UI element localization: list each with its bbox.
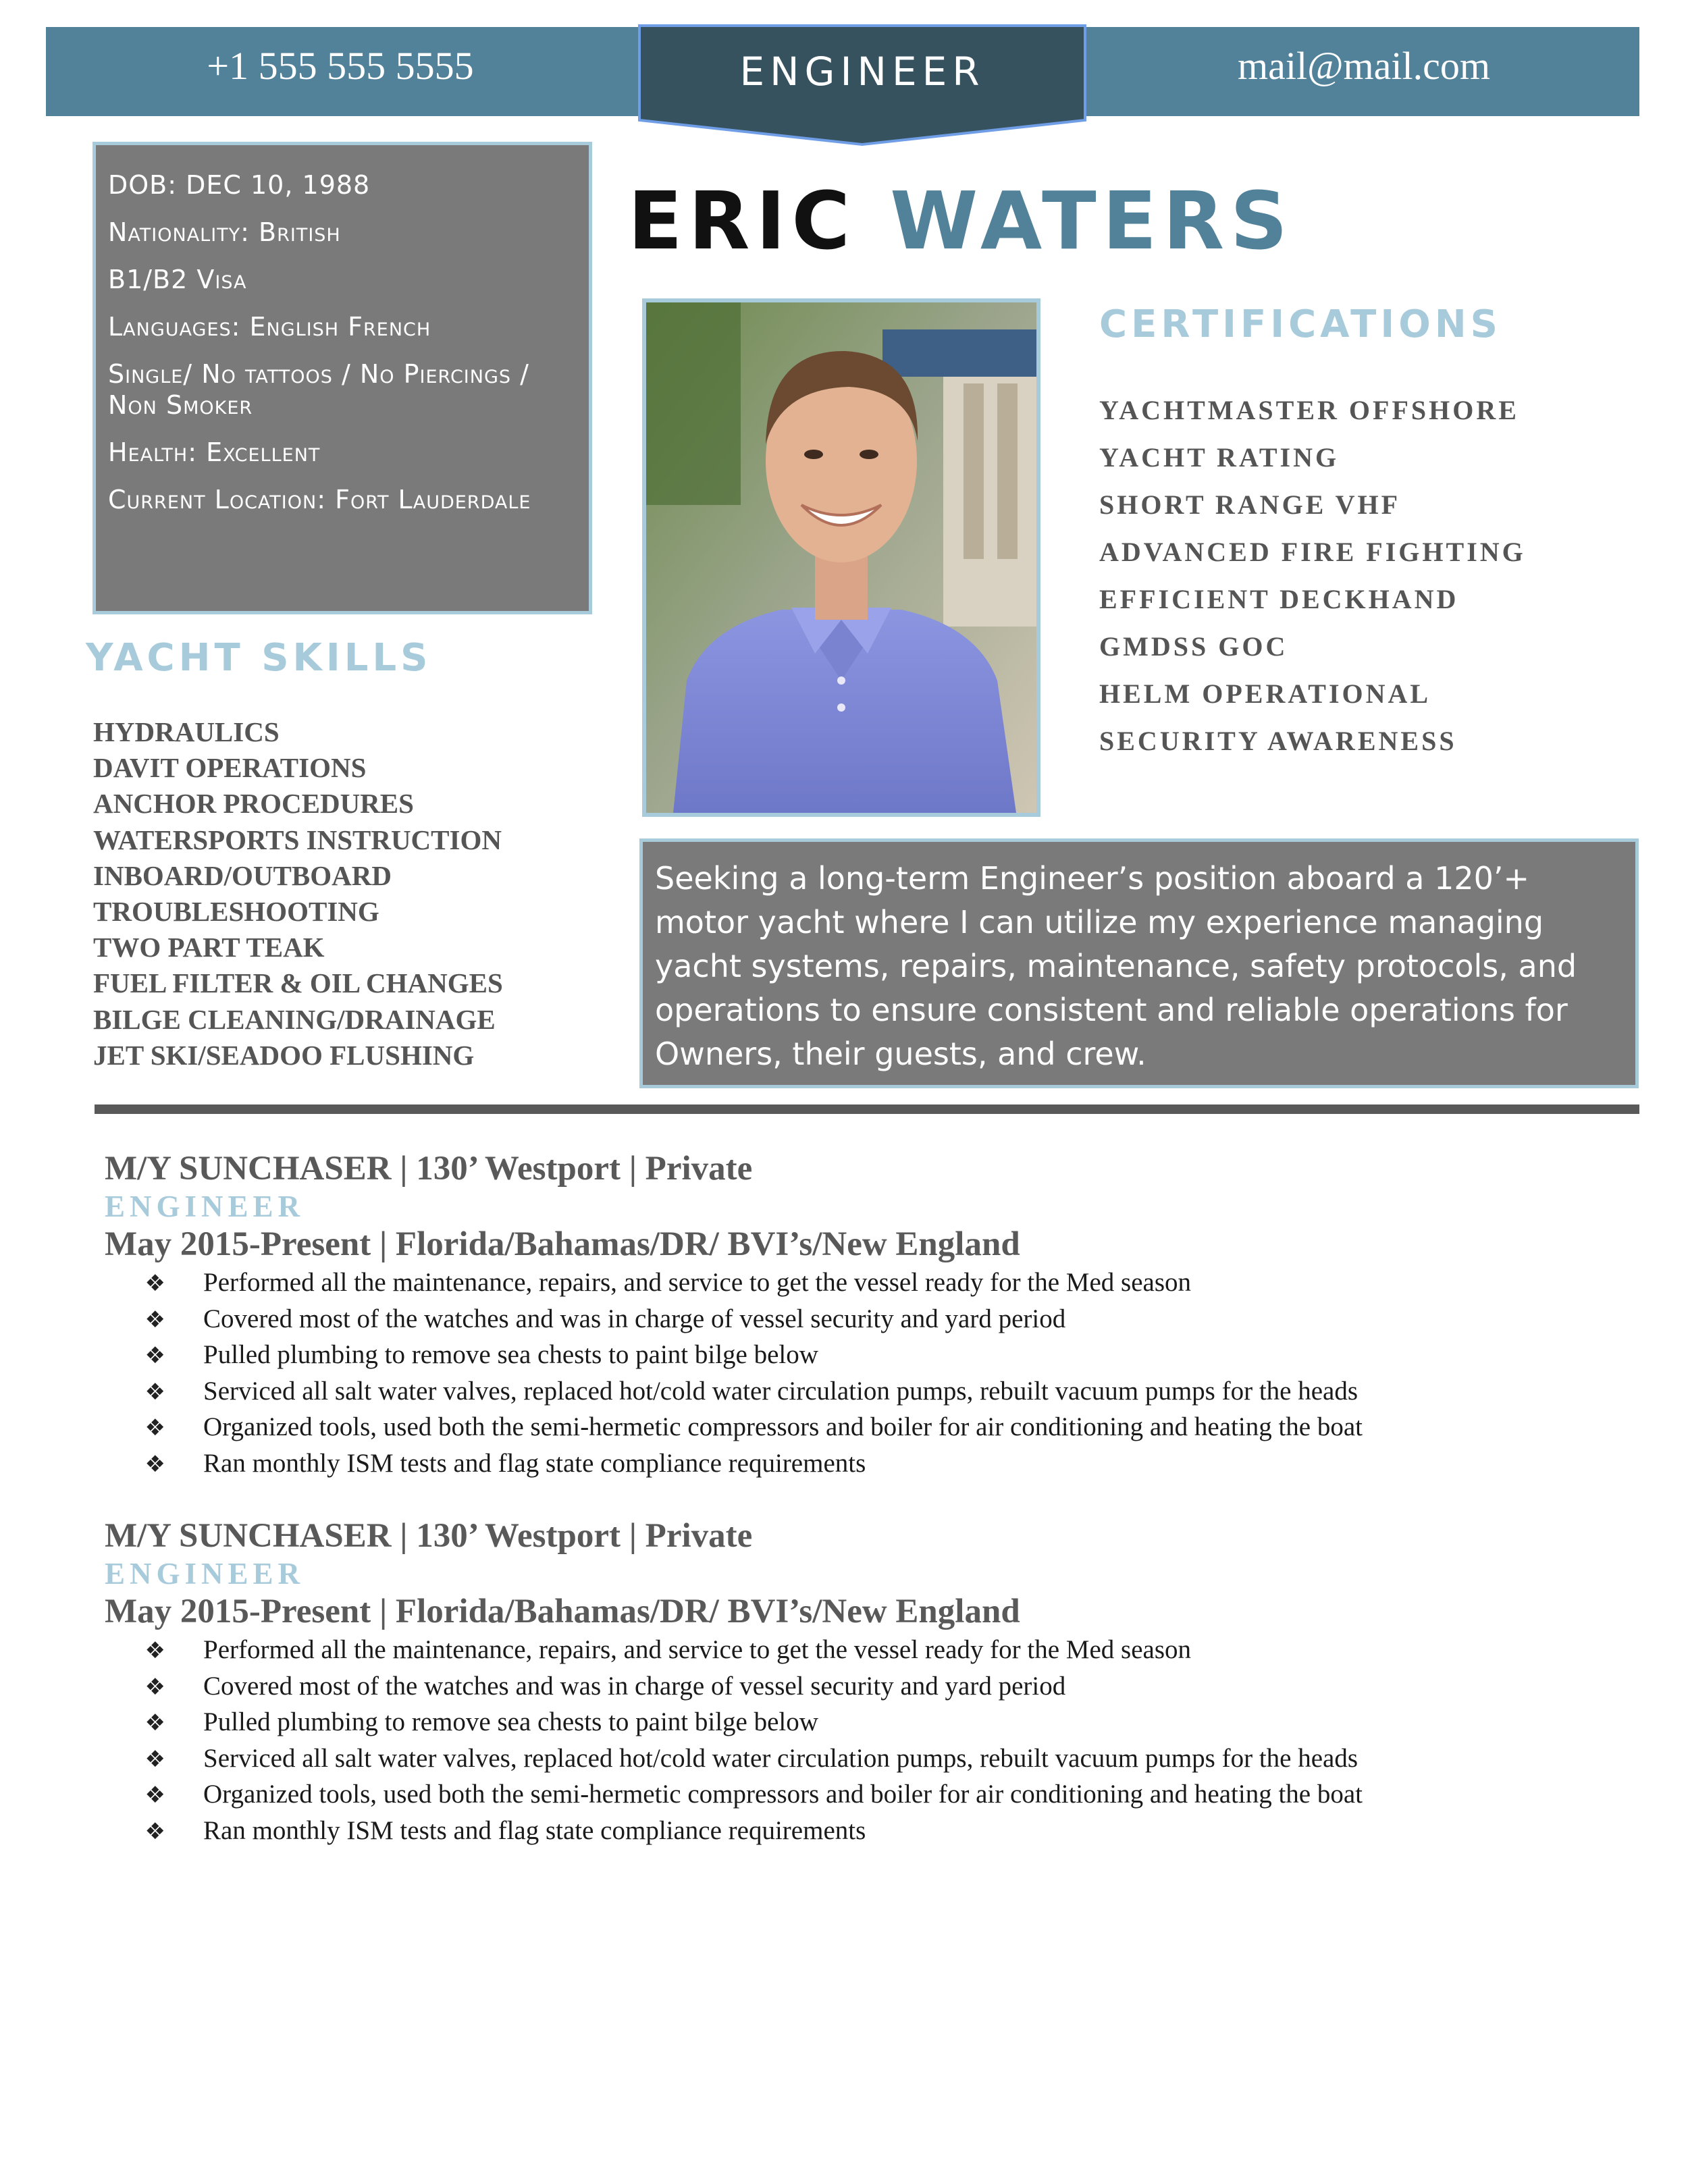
list-item: HYDRAULICS <box>93 716 280 747</box>
duty-text: Performed all the maintenance, repairs, and service to get the vessel ready for the Med season <box>203 1635 1192 1664</box>
list-item: SHORT RANGE VHF <box>1099 489 1401 520</box>
list-item: GMDSS GOC <box>1099 631 1288 662</box>
info-location: Current Location: Fort Lauderdale <box>108 485 531 514</box>
duty-text: Performed all the maintenance, repairs, and service to get the vessel ready for the Med season <box>203 1268 1192 1297</box>
section-divider <box>95 1104 1639 1114</box>
yacht-skills-heading: YACHT SKILLS <box>86 636 432 680</box>
certifications-heading: CERTIFICATIONS <box>1099 302 1502 346</box>
list-item: YACHTMASTER OFFSHORE <box>1099 395 1519 425</box>
role-title: ENGINEER <box>105 1557 305 1591</box>
duty-text: Pulled plumbing to remove sea chests to paint bilge below <box>203 1707 818 1736</box>
list-item: TROUBLESHOOTING <box>93 895 379 927</box>
list-item: INBOARD/OUTBOARD <box>93 859 392 891</box>
list-item <box>105 1337 1637 1374</box>
info-nationality: Nationality: British <box>108 217 341 247</box>
diamond-bullet-icon: ❖ <box>144 1378 165 1406</box>
diamond-bullet-icon: ❖ <box>144 1450 165 1478</box>
list-item <box>105 1813 1637 1850</box>
duty-text: Covered most of the watches and was in charge of vessel security and yard period <box>203 1304 1066 1333</box>
objective-statement: Seeking a long-term Engineer’s position aboard a 120’+ motor yacht where I can utilize my experience managing yacht systems, repairs, maintenance, safety protocols, and operations to ensure consistent and reliable operations for Owners, their guests, and crew. <box>639 838 1639 1088</box>
duty-text: Covered most of the watches and was in charge of vessel security and yard period <box>203 1671 1066 1701</box>
vessel-line: M/Y SUNCHASER | 130’ Westport | Private <box>105 1517 753 1555</box>
list-item <box>105 1410 1637 1446</box>
duty-text: Serviced all salt water valves, replaced hot/cold water circulation pumps, rebuilt vacuum pumps for the heads <box>203 1743 1359 1773</box>
info-dob: DOB: DEC 10, 1988 <box>108 170 371 200</box>
duty-text: Organized tools, used both the semi-hermetic compressors and boiler for air conditioning and heating the boat <box>203 1412 1363 1441</box>
info-visa: B1/B2 Visa <box>108 265 247 294</box>
phone-number: +1 555 555 5555 <box>207 44 474 88</box>
list-item: ADVANCED FIRE FIGHTING <box>1099 537 1526 567</box>
diamond-bullet-icon: ❖ <box>144 1306 165 1333</box>
diamond-bullet-icon: ❖ <box>144 1709 165 1736</box>
diamond-bullet-icon: ❖ <box>144 1414 165 1441</box>
diamond-bullet-icon: ❖ <box>144 1673 165 1701</box>
info-health: Health: Excellent <box>108 437 321 467</box>
list-item <box>105 1302 1637 1338</box>
diamond-bullet-icon: ❖ <box>144 1782 165 1809</box>
duties-list <box>105 1265 1637 1482</box>
portrait-icon <box>646 302 1036 813</box>
list-item <box>105 1777 1637 1813</box>
job-title: ENGINEER <box>739 49 985 95</box>
list-item: JET SKI/SEADOO FLUSHING <box>93 1039 475 1071</box>
list-item: WATERSPORTS INSTRUCTION <box>93 824 502 855</box>
experience-entry <box>105 1515 1637 1849</box>
duty-text: Serviced all salt water valves, replaced hot/cold water circulation pumps, rebuilt vacuum pumps for the heads <box>203 1376 1359 1406</box>
list-item <box>105 1265 1637 1302</box>
diamond-bullet-icon: ❖ <box>144 1270 165 1297</box>
duty-text: Organized tools, used both the semi-hermetic compressors and boiler for air conditioning and heating the boat <box>203 1780 1363 1809</box>
list-item <box>105 1446 1637 1483</box>
list-item <box>105 1669 1637 1705</box>
vessel-line: M/Y SUNCHASER | 130’ Westport | Private <box>105 1150 753 1188</box>
list-item: YACHT RATING <box>1099 442 1340 473</box>
duty-text: Ran monthly ISM tests and flag state compliance requirements <box>203 1448 866 1478</box>
info-languages: Languages: English French <box>108 312 431 342</box>
personal-info-box <box>93 142 592 614</box>
experience-entry <box>105 1148 1637 1482</box>
list-item: TWO PART TEAK <box>93 932 325 963</box>
role-title: ENGINEER <box>105 1190 305 1223</box>
portrait-photo <box>642 298 1040 817</box>
last-name: WATERS <box>890 174 1294 267</box>
list-item: BILGE CLEANING/DRAINAGE <box>93 1003 496 1035</box>
list-item: FUEL FILTER & OIL CHANGES <box>93 967 503 999</box>
duty-text: Ran monthly ISM tests and flag state compliance requirements <box>203 1815 866 1845</box>
info-status: Single/ No tattoos / No Piercings / Non Smoker <box>108 359 529 420</box>
list-item: EFFICIENT DECKHAND <box>1099 584 1459 614</box>
first-name: ERIC <box>628 174 856 267</box>
list-item: DAVIT OPERATIONS <box>93 752 367 784</box>
dates-location: May 2015-Present | Florida/Bahamas/DR/ BVI’s/New England <box>105 1593 1020 1630</box>
email-address: mail@mail.com <box>1238 44 1490 88</box>
list-item <box>105 1741 1637 1778</box>
candidate-name <box>628 174 1294 267</box>
diamond-bullet-icon: ❖ <box>144 1342 165 1369</box>
duty-text: Pulled plumbing to remove sea chests to paint bilge below <box>203 1340 818 1369</box>
dates-location: May 2015-Present | Florida/Bahamas/DR/ BVI’s/New England <box>105 1225 1020 1263</box>
diamond-bullet-icon: ❖ <box>144 1745 165 1773</box>
duties-list <box>105 1632 1637 1849</box>
list-item <box>105 1374 1637 1410</box>
list-item <box>105 1632 1637 1669</box>
certifications-list <box>1099 392 1526 770</box>
diamond-bullet-icon: ❖ <box>144 1817 165 1845</box>
list-item: ANCHOR PROCEDURES <box>93 788 414 820</box>
list-item: HELM OPERATIONAL <box>1099 678 1431 709</box>
list-item: SECURITY AWARENESS <box>1099 726 1457 756</box>
list-item <box>105 1705 1637 1741</box>
yacht-skills-list <box>93 714 503 1073</box>
diamond-bullet-icon: ❖ <box>144 1637 165 1664</box>
